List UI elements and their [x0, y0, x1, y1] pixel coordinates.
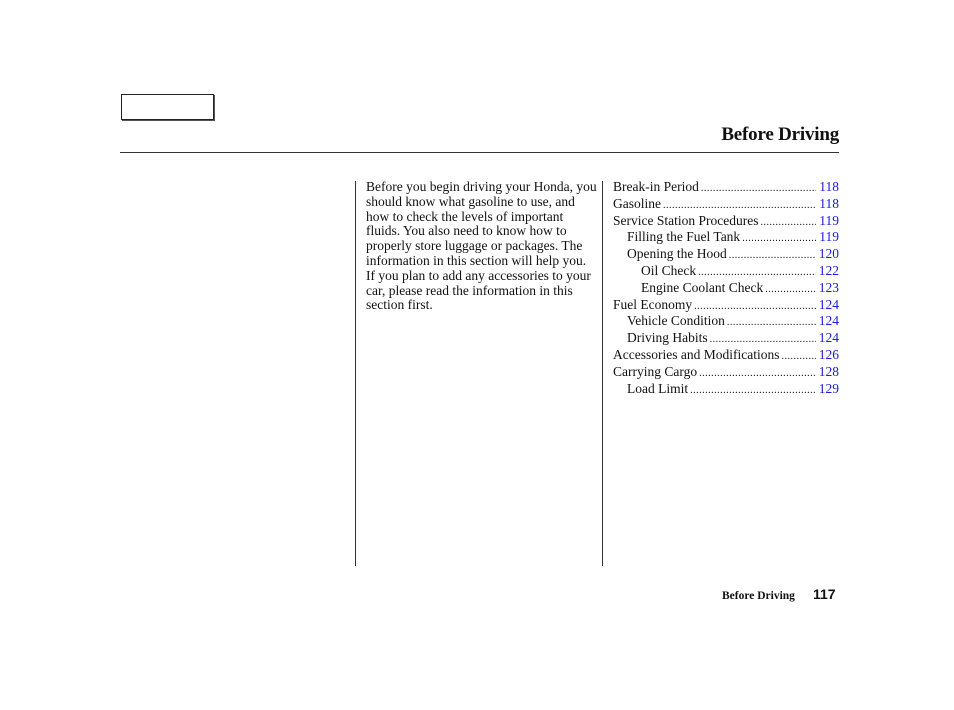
toc-item-label: Break-in Period — [613, 179, 699, 194]
toc-leader — [765, 283, 816, 298]
toc-page-link[interactable]: 128 — [818, 363, 839, 379]
toc-item-gasoline[interactable] — [613, 197, 839, 214]
toc-leader — [710, 333, 816, 348]
toc-item-label: Vehicle Condition — [627, 313, 725, 329]
toc-item-label: Driving Habits — [627, 330, 708, 346]
toc-item-label: Opening the Hood — [627, 246, 727, 262]
toc-leader — [698, 266, 816, 281]
toc-leader — [742, 232, 816, 247]
column-divider-left — [355, 181, 356, 566]
intro-paragraph: Before you begin driving your Honda, you should know what gasoline to use, and how to check the levels of important fluids. You also need to know how to properly store luggage or packages. The information in this section will help you. If you plan to add any accessories to your car, please read the information in this section first. — [366, 179, 597, 313]
toc-item-label: Service Station Procedures — [613, 212, 759, 228]
toc-page-link[interactable]: 120 — [818, 246, 839, 262]
toc-item-engine-coolant-check[interactable] — [613, 281, 839, 298]
toc-leader — [729, 249, 816, 264]
toc-page-link[interactable]: 124 — [818, 330, 839, 346]
toc-item-label: Gasoline — [613, 195, 661, 211]
toc-item-label: Fuel Economy — [613, 296, 693, 312]
toc-item-break-in-period[interactable] — [613, 180, 839, 197]
column-divider-right — [602, 181, 603, 566]
toc-page-link[interactable]: 122 — [818, 262, 839, 278]
toc-page-link[interactable]: 118 — [819, 195, 839, 211]
toc-page-link[interactable]: 126 — [818, 346, 839, 362]
toc-item-oil-check[interactable] — [613, 264, 839, 281]
toc-leader — [781, 350, 815, 365]
toc-item-vehicle-condition[interactable] — [613, 314, 839, 331]
toc-item-load-limit[interactable] — [613, 382, 839, 399]
page-title: Before Driving — [721, 124, 839, 145]
toc-item-label: Load Limit — [627, 380, 689, 396]
toc-leader — [760, 216, 816, 231]
toc-leader — [690, 384, 816, 399]
main-menu-button[interactable] — [121, 94, 214, 120]
toc-item-label: Carrying Cargo — [613, 363, 698, 379]
toc-leader — [663, 199, 816, 214]
toc-item-label: Accessories and Modifications — [613, 346, 780, 362]
toc-item-label: Engine Coolant Check — [641, 279, 764, 295]
toc-leader — [701, 182, 816, 197]
toc-leader — [699, 367, 816, 382]
toc-page-link[interactable]: 123 — [818, 279, 839, 295]
toc-item-opening-the-hood[interactable] — [613, 247, 839, 264]
toc-item-filling-the-fuel-tank[interactable] — [613, 230, 839, 247]
footer-section-name: Before Driving — [722, 590, 795, 602]
toc-item-label: Oil Check — [641, 262, 697, 278]
footer-page-number: 117 — [813, 586, 836, 602]
toc-page-link[interactable]: 124 — [818, 296, 839, 312]
toc-page-link[interactable]: 129 — [818, 380, 839, 396]
title-divider — [120, 152, 839, 153]
toc-item-fuel-economy[interactable] — [613, 298, 839, 315]
toc-item-label: Filling the Fuel Tank — [627, 229, 741, 245]
toc-page-link[interactable]: 119 — [819, 229, 839, 245]
toc-item-service-station-procedures[interactable] — [613, 214, 839, 231]
toc-item-carrying-cargo[interactable] — [613, 365, 839, 382]
toc-page-link[interactable]: 119 — [819, 212, 839, 228]
table-of-contents — [613, 180, 839, 398]
toc-item-accessories-and-modifications[interactable] — [613, 348, 839, 365]
toc-page-link[interactable]: 124 — [818, 313, 839, 329]
toc-item-driving-habits[interactable] — [613, 331, 839, 348]
toc-page-link[interactable]: 118 — [819, 179, 839, 194]
toc-leader — [727, 316, 816, 331]
toc-leader — [694, 300, 816, 315]
